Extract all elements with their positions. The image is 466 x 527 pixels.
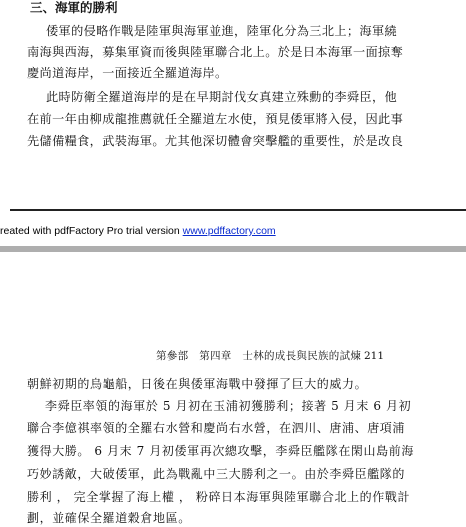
paragraph-line: 此時防衛全羅道海岸的是在早期討伐女真建立殊勳的李舜臣，他 [46, 90, 398, 104]
page-divider-rule [10, 209, 466, 211]
page-number: 211 [364, 350, 385, 362]
paragraph-line: 先儲備糧食，武裝海軍。尤其他深切體會突擊艦的重要性，於是改良 [27, 134, 404, 148]
upper-document-page [0, 0, 466, 244]
paragraph-line: 南海與西海，募集軍資而後與陸軍聯合北上。於是日本海軍一面掠奪 [27, 45, 404, 59]
paragraph-line: 倭軍的侵略作戰是陸軍與海軍並進，陸軍化分為三北上；海軍繞 [46, 24, 398, 38]
pdffactory-link[interactable]: www.pdffactory.com [182, 225, 276, 237]
paragraph-line: 在前一年由柳成龍推薦就任全羅道左水使，預見倭軍將入侵，因此事 [27, 112, 404, 126]
paragraph-line: 慶尚道海岸，一面接近全羅道海岸。 [27, 66, 228, 80]
running-header: 第參部 第四章 士林的成長與民族的試煉 [156, 350, 362, 362]
paragraph-line: 朝鮮初期的烏龜船，日後在與倭軍海戰中發揮了巨大的威力。 [27, 377, 368, 391]
pdf-watermark-note [0, 224, 276, 238]
paragraph-line: 李舜臣率領的海軍於 5 月初在玉浦初獲勝利；接著 5 月末 6 月初 [45, 399, 412, 413]
watermark-text: reated with pdfFactory Pro trial version [0, 225, 183, 237]
paragraph-line: 獲得大勝。 6 月末 7 月初倭軍再次總攻擊，李舜臣艦隊在閑山島前海 [27, 444, 414, 458]
paragraph-line: 聯合李億祺率領的全羅右水營和慶尚右水營，在泗川、唐浦、唐項浦 [27, 421, 406, 435]
section-heading: 三、海軍的勝利 [30, 0, 118, 15]
paragraph-line: 巧妙誘敵，大破倭軍，此為戰亂中三大勝利之一。由於李舜臣艦隊的 [27, 467, 406, 481]
paragraph-line: 勝利 ， 完全掌握了海上權 ， 粉碎日本海軍與陸軍聯合北上的作戰計 [27, 490, 411, 504]
paragraph-line: 劃，並確保全羅道穀倉地區。 [27, 511, 191, 525]
